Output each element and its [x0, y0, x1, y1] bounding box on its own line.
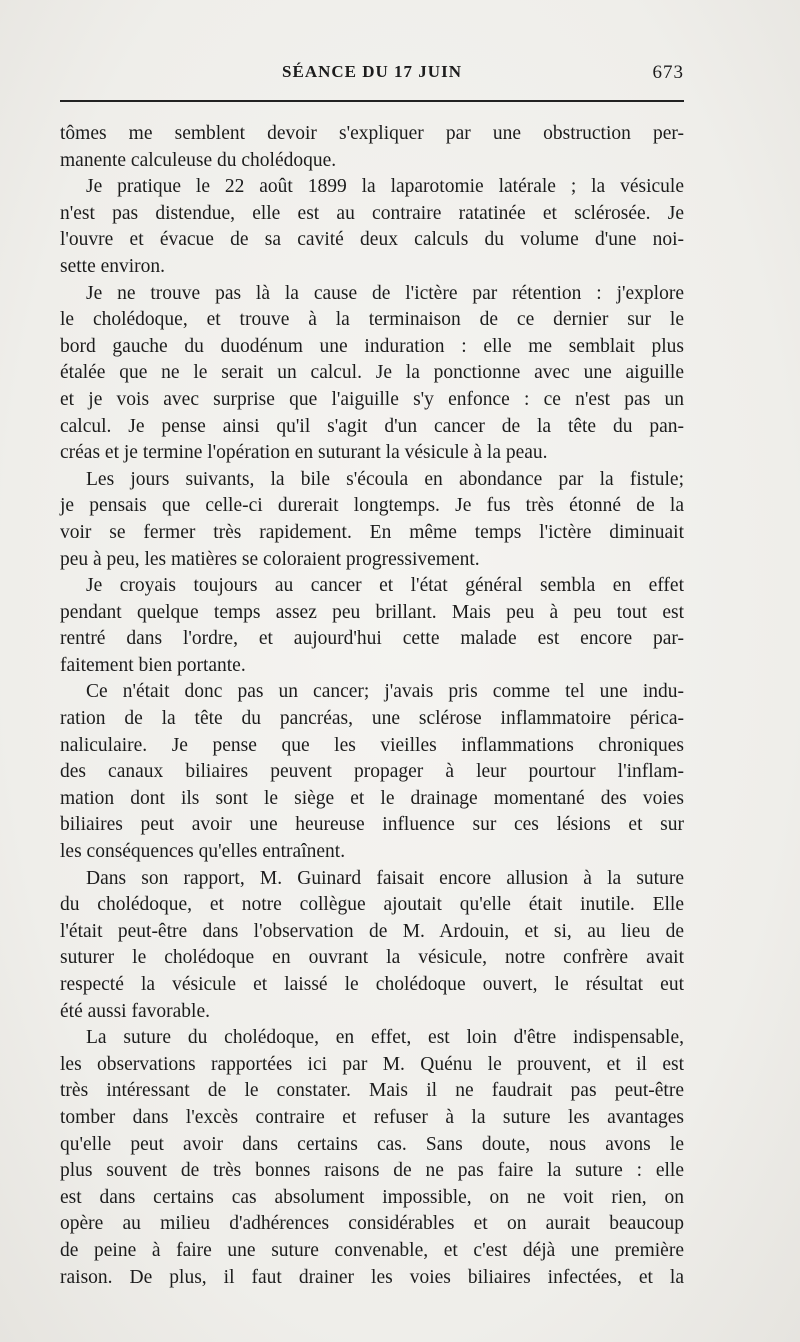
text-line: voir se fermer très rapidement. En même temps l'ictère diminuait [60, 521, 684, 543]
text-line: n'est pas distendue, elle est au contraire ratatinée et sclérosée. Je [60, 202, 684, 224]
text-line: faitement bien portante. [60, 654, 246, 676]
text-line: tômes me semblent devoir s'expliquer par une obstruction per- [60, 123, 684, 144]
text-line: La suture du cholédoque, en effet, est loin d'être indispensable, [86, 1027, 684, 1049]
text-line: naliculaire. Je pense que les vieilles inflammations chroniques [60, 734, 684, 756]
text-line: les conséquences qu'elles entraînent. [60, 841, 346, 863]
text-line: Dans son rapport, M. Guinard faisait encore allusion à la suture [86, 867, 684, 889]
text-line: le cholédoque, et trouve à la terminaison de ce dernier sur le [60, 309, 684, 331]
running-header [60, 62, 684, 92]
text-line: du cholédoque, et notre collègue ajoutait qu'elle était inutile. Elle [60, 894, 684, 916]
text-line: suturer le cholédoque en ouvrant la vésicule, notre confrère avait [60, 947, 684, 969]
text-line: été aussi favorable. [60, 1000, 210, 1022]
text-line: étalée que ne le serait un calcul. Je la ponctionne avec une aiguille [60, 362, 684, 384]
text-line: et je vois avec surprise que l'aiguille s'y enfonce : ce n'est pas un [60, 388, 684, 410]
text-line: respecté la vésicule et laissé le cholédoque ouvert, le résultat eut [60, 974, 684, 995]
text-line: les observations rapportées ici par M. Quénu le prouvent, et il est [60, 1053, 684, 1075]
page-number: 673 [652, 62, 684, 83]
text-line: tomber dans l'excès contraire et refuser à la suture les avantages [60, 1106, 684, 1128]
text-line: raison. De plus, il faut drainer les voies biliaires infectées, et la [60, 1266, 684, 1288]
text-line: sette environ. [60, 255, 166, 277]
text-line: qu'elle peut avoir dans certains cas. Sans doute, nous avons le [60, 1133, 684, 1155]
text-line: biliaires peut avoir une heureuse influence sur ces lésions et sur [60, 814, 684, 836]
text-line: je pensais que celle-ci durerait longtemps. Je fus très étonné de la [60, 495, 684, 517]
body-text [60, 121, 684, 1291]
text-line: bord gauche du duodénum une induration : elle me semblait plus [60, 335, 684, 357]
text-line: Je ne trouve pas là la cause de l'ictère par rétention : j'explore [86, 282, 684, 304]
text-line: l'ouvre et évacue de sa cavité deux calculs du volume d'une noi- [60, 229, 684, 251]
text-line: Les jours suivants, la bile s'écoula en abondance par la fistule; [86, 468, 684, 490]
header-rule [60, 100, 684, 102]
text-line: plus souvent de très bonnes raisons de ne pas faire la suture : elle [60, 1160, 684, 1182]
text-line: ration de la tête du pancréas, une sclérose inflammatoire périca- [60, 708, 684, 730]
text-line: est dans certains cas absolument impossible, on ne voit rien, on [60, 1186, 684, 1208]
text-line: créas et je termine l'opération en suturant la vésicule à la peau. [60, 442, 548, 464]
text-line: rentré dans l'ordre, et aujourd'hui cette malade est encore par- [60, 628, 684, 650]
text-line: Je croyais toujours au cancer et l'état général sembla en effet [86, 575, 684, 597]
text-line: Ce n'était donc pas un cancer; j'avais pris comme tel une indu- [86, 681, 684, 703]
text-line: peu à peu, les matières se coloraient progressivement. [60, 548, 480, 570]
text-line: pendant quelque temps assez peu brillant. Mais peu à peu tout est [60, 601, 684, 623]
header-title: SÉANCE DU 17 JUIN [282, 62, 462, 81]
text-line: calcul. Je pense ainsi qu'il s'agit d'un cancer de la tête du pan- [60, 415, 684, 437]
text-line: mation dont ils sont le siège et le drainage momentané des voies [60, 787, 684, 809]
text-line: l'était peut-être dans l'observation de M. Ardouin, et si, au lieu de [60, 920, 684, 942]
text-line: très intéressant de le constater. Mais il ne faudrait pas peut-être [60, 1080, 684, 1102]
text-line: Je pratique le 22 août 1899 la laparotomie latérale ; la vésicule [86, 176, 684, 198]
text-line: des canaux biliaires peuvent propager à leur pourtour l'inflam- [60, 761, 684, 783]
text-line: de peine à faire une suture convenable, et c'est déjà une première [60, 1239, 684, 1261]
text-line: opère au milieu d'adhérences considérables et on aurait beaucoup [60, 1213, 684, 1235]
text-line: manente calculeuse du cholédoque. [60, 149, 337, 171]
